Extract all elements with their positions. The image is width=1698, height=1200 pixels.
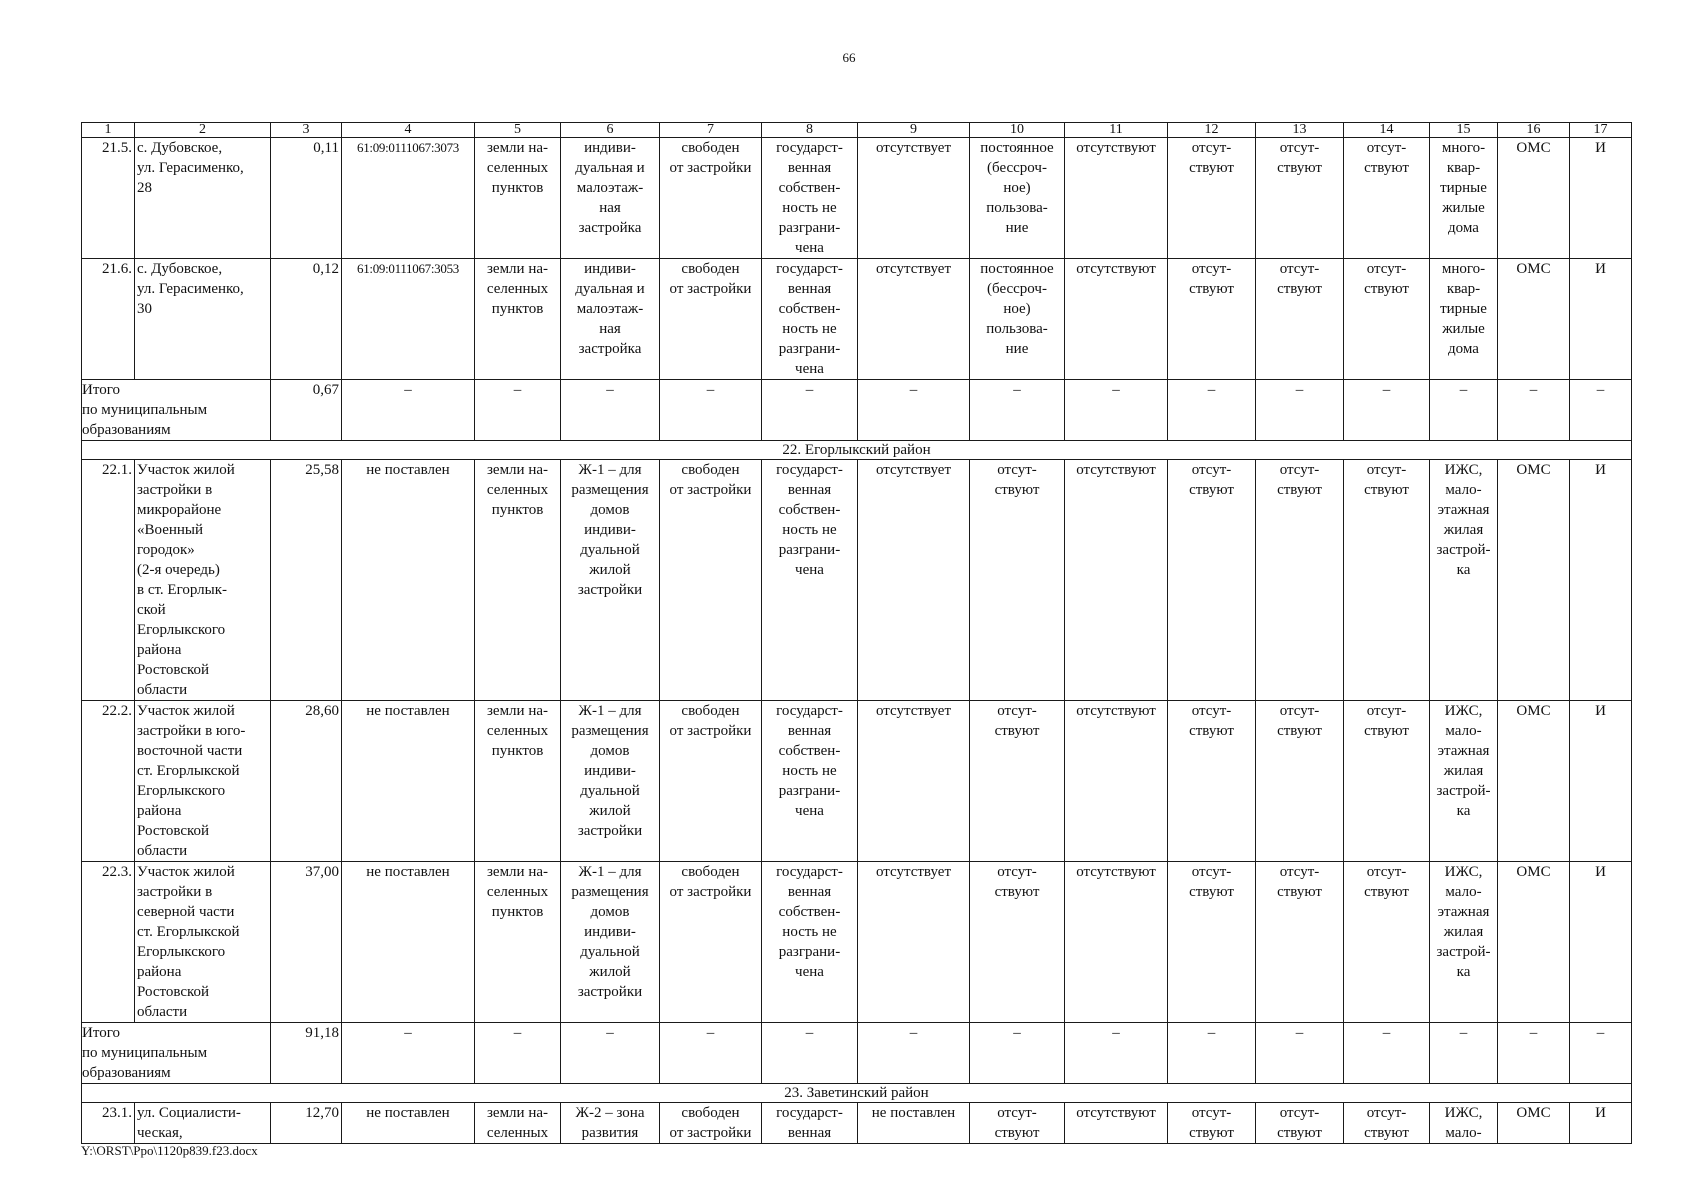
- table-cell: [1168, 701, 1256, 862]
- dash-cell: –: [1570, 380, 1632, 441]
- cell-text: земли на- селенных пунктов: [486, 140, 549, 196]
- table-cell: [1256, 862, 1344, 1023]
- table-cell: [475, 862, 561, 1023]
- table-cell: [1168, 1103, 1256, 1144]
- table-cell: [970, 862, 1065, 1023]
- subtotal-area: 91,18: [271, 1023, 342, 1084]
- cell-text: ОМС: [1516, 703, 1551, 719]
- cell-text: ИЖС, мало- этажная жилая застрой- ка: [1436, 462, 1491, 578]
- table-cell: [1430, 1103, 1498, 1144]
- cell-text: Участок жилой застройки в юго- восточной части ст. Егорлыкской Егорлыкского района Ростовской области: [137, 703, 246, 859]
- cell-text: с. Дубовское, ул. Герасименко, 28: [137, 140, 244, 196]
- cell-text: ИЖС, мало-: [1444, 1105, 1483, 1141]
- cell-text: И: [1595, 140, 1606, 156]
- table-cell: [342, 460, 475, 701]
- dash-cell: –: [342, 1023, 475, 1084]
- table-cell: [1430, 460, 1498, 701]
- column-number-cell: 6: [561, 123, 660, 138]
- table-cell: [561, 138, 660, 259]
- cell-text: отсут- ствуют: [1189, 1105, 1234, 1141]
- cell-text: ОМС: [1516, 462, 1551, 478]
- cell-text: отсут- ствуют: [1189, 462, 1234, 498]
- cell-text: И: [1595, 1105, 1606, 1121]
- dash-cell: –: [561, 1023, 660, 1084]
- table-cell: [1498, 259, 1570, 380]
- table-cell: [342, 862, 475, 1023]
- table-cell: [1256, 138, 1344, 259]
- column-number-cell: 12: [1168, 123, 1256, 138]
- table-cell: [660, 259, 762, 380]
- column-number-cell: 9: [858, 123, 970, 138]
- dash-cell: –: [1430, 380, 1498, 441]
- dash-cell: –: [561, 380, 660, 441]
- cell-text: отсутствует: [875, 140, 952, 156]
- table-cell: [1065, 862, 1168, 1023]
- cell-text: государст- венная собствен- ность не разграни- чена: [776, 864, 843, 980]
- district-title: 22. Егорлыкский район: [82, 441, 1632, 460]
- column-number-cell: 15: [1430, 123, 1498, 138]
- cell-text: отсут- ствуют: [1277, 1105, 1322, 1141]
- cell-text: отсут- ствуют: [994, 462, 1040, 498]
- dash-cell: –: [660, 380, 762, 441]
- cell-text: земли на- селенных пунктов: [486, 703, 549, 759]
- subtotal-label: [82, 1023, 271, 1084]
- land-plot-row: [82, 1103, 1632, 1144]
- cell-text: 22.1.: [102, 462, 132, 478]
- cell-text: ОМС: [1516, 261, 1551, 277]
- cell-text: 37,00: [305, 864, 339, 880]
- column-number-cell: 13: [1256, 123, 1344, 138]
- dash-cell: –: [1065, 380, 1168, 441]
- table-cell: [135, 138, 271, 259]
- table-cell: [475, 138, 561, 259]
- table-cell: [660, 701, 762, 862]
- table-cell: [1430, 138, 1498, 259]
- dash-cell: –: [1498, 380, 1570, 441]
- cell-text: отсут- ствуют: [1277, 261, 1322, 297]
- cell-text: 25,58: [305, 462, 339, 478]
- table-cell: [1344, 701, 1430, 862]
- table-cell: [762, 701, 858, 862]
- table-cell: [271, 862, 342, 1023]
- cell-text: отсутствуют: [1076, 703, 1156, 719]
- column-number-cell: 7: [660, 123, 762, 138]
- cell-text: 12,70: [305, 1105, 339, 1121]
- cell-text: отсут- ствуют: [1364, 261, 1409, 297]
- table-cell: [271, 259, 342, 380]
- table-cell: [970, 138, 1065, 259]
- table-cell: [1344, 138, 1430, 259]
- cell-text: отсут- ствуют: [1189, 864, 1234, 900]
- table-cell: [1498, 460, 1570, 701]
- cell-text: 61:09:0111067:3053: [357, 261, 459, 276]
- cell-text: свободен от застройки: [669, 261, 752, 297]
- table-cell: [1430, 259, 1498, 380]
- column-number-cell: 5: [475, 123, 561, 138]
- cell-text: 22.3.: [102, 864, 132, 880]
- table-cell: [135, 259, 271, 380]
- column-number-header-row: [82, 123, 1632, 138]
- table-cell: [1430, 862, 1498, 1023]
- table-cell: [1570, 862, 1632, 1023]
- land-plot-row: [82, 701, 1632, 862]
- table-cell: [1168, 460, 1256, 701]
- table-cell: [1256, 1103, 1344, 1144]
- table-cell: [82, 862, 135, 1023]
- cell-text: отсутствуют: [1076, 462, 1156, 478]
- cell-text: не поставлен: [366, 1105, 450, 1121]
- cell-text: отсут- ствуют: [1277, 140, 1322, 176]
- dash-cell: –: [342, 380, 475, 441]
- cell-text: И: [1595, 703, 1606, 719]
- cell-text: отсут- ствуют: [994, 864, 1040, 900]
- table-cell: [1065, 460, 1168, 701]
- cell-text: не поставлен: [366, 864, 450, 880]
- cell-text: земли на- селенных пунктов: [486, 261, 549, 317]
- cell-text: отсут- ствуют: [1364, 462, 1409, 498]
- cell-text: индиви- дуальная и малоэтаж- ная застройка: [575, 261, 645, 357]
- table-cell: [82, 1103, 135, 1144]
- column-number-cell: 16: [1498, 123, 1570, 138]
- subtotal-row: [82, 1023, 1632, 1084]
- cell-text: 21.6.: [102, 261, 132, 277]
- cell-text: 0,12: [312, 261, 339, 277]
- dash-cell: –: [475, 1023, 561, 1084]
- cell-text: отсут- ствуют: [1277, 703, 1322, 739]
- table-cell: [858, 259, 970, 380]
- cell-text: Участок жилой застройки в северной части ст. Егорлыкской Егорлыкского района Ростовской области: [137, 864, 240, 1020]
- district-section-header: [82, 1084, 1632, 1103]
- cell-text: 0,11: [313, 140, 339, 156]
- table-cell: [1344, 259, 1430, 380]
- table-cell: [762, 862, 858, 1023]
- subtotal-label-text: Итого по муниципальным образованиям: [82, 1025, 208, 1081]
- table-cell: [82, 701, 135, 862]
- table-cell: [1570, 259, 1632, 380]
- land-plot-row: [82, 862, 1632, 1023]
- cell-text: отсут- ствуют: [1277, 864, 1322, 900]
- column-number-cell: 14: [1344, 123, 1430, 138]
- table-cell: [762, 259, 858, 380]
- cell-text: отсут- ствуют: [1364, 864, 1409, 900]
- table-cell: [1065, 259, 1168, 380]
- table-cell: [762, 460, 858, 701]
- land-plot-row: [82, 460, 1632, 701]
- table-cell: [762, 138, 858, 259]
- dash-cell: –: [475, 380, 561, 441]
- cell-text: отсут- ствуют: [1277, 462, 1322, 498]
- cell-text: много- квар- тирные жилые дома: [1440, 140, 1487, 236]
- cell-text: 23.1.: [102, 1105, 132, 1121]
- cell-text: отсутствует: [875, 864, 952, 880]
- table-cell: [858, 138, 970, 259]
- table-cell: [135, 1103, 271, 1144]
- cell-text: И: [1595, 864, 1606, 880]
- subtotal-row: [82, 380, 1632, 441]
- cell-text: ИЖС, мало- этажная жилая застрой- ка: [1436, 703, 1491, 819]
- cell-text: ул. Социалисти- ческая,: [137, 1105, 241, 1141]
- table-cell: [1430, 701, 1498, 862]
- cell-text: индиви- дуальная и малоэтаж- ная застройка: [575, 140, 645, 236]
- dash-cell: –: [1344, 1023, 1430, 1084]
- table-cell: [342, 138, 475, 259]
- cell-text: государст- венная собствен- ность не разграни- чена: [776, 462, 843, 578]
- column-number-cell: 17: [1570, 123, 1632, 138]
- table-cell: [135, 460, 271, 701]
- cell-text: постоянное (бессроч- ное) пользова- ние: [980, 140, 1054, 236]
- dash-cell: –: [660, 1023, 762, 1084]
- table-cell: [342, 701, 475, 862]
- table-cell: [1168, 862, 1256, 1023]
- table-cell: [970, 460, 1065, 701]
- table-cell: [1498, 138, 1570, 259]
- column-number-cell: 3: [271, 123, 342, 138]
- table-cell: [561, 862, 660, 1023]
- table-cell: [858, 1103, 970, 1144]
- cell-text: Ж-1 – для размещения домов индиви- дуальной жилой застройки: [571, 864, 649, 1000]
- cell-text: свободен от застройки: [669, 864, 752, 900]
- dash-cell: –: [1065, 1023, 1168, 1084]
- cell-text: Участок жилой застройки в микрорайоне «Военный городок» (2-я очередь) в ст. Егорлык- ской Егорлыкского района Ростовской области: [137, 462, 235, 698]
- dash-cell: –: [762, 1023, 858, 1084]
- cell-text: 22.2.: [102, 703, 132, 719]
- table-cell: [1168, 259, 1256, 380]
- cell-text: отсут- ствуют: [1189, 261, 1234, 297]
- table-cell: [135, 701, 271, 862]
- cell-text: не поставлен: [871, 1105, 956, 1121]
- table-cell: [1570, 138, 1632, 259]
- cell-text: 61:09:0111067:3073: [357, 140, 459, 155]
- table-cell: [858, 701, 970, 862]
- cell-text: И: [1595, 261, 1606, 277]
- district-section-header: [82, 441, 1632, 460]
- table-cell: [342, 259, 475, 380]
- dash-cell: –: [762, 380, 858, 441]
- table-cell: [271, 701, 342, 862]
- table-cell: [858, 460, 970, 701]
- table-cell: [1256, 259, 1344, 380]
- table-cell: [858, 862, 970, 1023]
- cell-text: ОМС: [1516, 1105, 1551, 1121]
- cell-text: государст- венная: [776, 1105, 843, 1141]
- land-plot-register-table: [81, 122, 1632, 1144]
- dash-cell: –: [1430, 1023, 1498, 1084]
- dash-cell: –: [1498, 1023, 1570, 1084]
- table-cell: [1256, 701, 1344, 862]
- table-cell: [271, 1103, 342, 1144]
- table-cell: [1344, 460, 1430, 701]
- column-number-cell: 10: [970, 123, 1065, 138]
- table-cell: [561, 1103, 660, 1144]
- page-number: 66: [842, 50, 856, 65]
- dash-cell: –: [1168, 380, 1256, 441]
- table-cell: [271, 460, 342, 701]
- table-cell: [561, 460, 660, 701]
- cell-text: отсутствуют: [1076, 140, 1156, 156]
- cell-text: государст- венная собствен- ность не разграни- чена: [776, 140, 843, 256]
- column-number-cell: 11: [1065, 123, 1168, 138]
- table-cell: [342, 1103, 475, 1144]
- dash-cell: –: [1570, 1023, 1632, 1084]
- cell-text: свободен от застройки: [669, 703, 752, 739]
- cell-text: свободен от застройки: [669, 140, 752, 176]
- cell-text: ОМС: [1516, 140, 1551, 156]
- cell-text: Ж-1 – для размещения домов индиви- дуальной жилой застройки: [571, 703, 649, 839]
- column-number-cell: 2: [135, 123, 271, 138]
- dash-cell: –: [1168, 1023, 1256, 1084]
- table-cell: [1065, 701, 1168, 862]
- table-cell: [1570, 701, 1632, 862]
- table-cell: [475, 460, 561, 701]
- table-cell: [660, 1103, 762, 1144]
- table-cell: [561, 259, 660, 380]
- column-number-cell: 1: [82, 123, 135, 138]
- cell-text: отсут- ствуют: [1189, 703, 1234, 739]
- subtotal-area: 0,67: [271, 380, 342, 441]
- cell-text: постоянное (бессроч- ное) пользова- ние: [980, 261, 1054, 357]
- cell-text: с. Дубовское, ул. Герасименко, 30: [137, 261, 244, 317]
- cell-text: свободен от застройки: [669, 1105, 752, 1141]
- table-cell: [1570, 460, 1632, 701]
- table-cell: [82, 138, 135, 259]
- table-cell: [135, 862, 271, 1023]
- table-cell: [1344, 862, 1430, 1023]
- table-cell: [82, 460, 135, 701]
- dash-cell: –: [970, 380, 1065, 441]
- cell-text: отсутствует: [875, 462, 952, 478]
- dash-cell: –: [1256, 1023, 1344, 1084]
- table-cell: [660, 138, 762, 259]
- table-cell: [1256, 460, 1344, 701]
- table-cell: [475, 259, 561, 380]
- cell-text: отсут- ствуют: [994, 1105, 1040, 1141]
- table-cell: [1498, 1103, 1570, 1144]
- dash-cell: –: [1344, 380, 1430, 441]
- table-cell: [1168, 138, 1256, 259]
- table-cell: [762, 1103, 858, 1144]
- table-cell: [475, 701, 561, 862]
- table-cell: [1570, 1103, 1632, 1144]
- cell-text: ОМС: [1516, 864, 1551, 880]
- table-cell: [1344, 1103, 1430, 1144]
- cell-text: отсутствует: [875, 703, 952, 719]
- table-cell: [970, 1103, 1065, 1144]
- cell-text: Ж-1 – для размещения домов индиви- дуальной жилой застройки: [571, 462, 649, 598]
- subtotal-label: [82, 380, 271, 441]
- table-cell: [970, 259, 1065, 380]
- cell-text: 21.5.: [102, 140, 132, 156]
- cell-text: отсутствуют: [1076, 864, 1156, 880]
- cell-text: не поставлен: [366, 703, 450, 719]
- dash-cell: –: [970, 1023, 1065, 1084]
- cell-text: отсутствуют: [1076, 261, 1156, 277]
- cell-text: не поставлен: [366, 462, 450, 478]
- table-cell: [561, 701, 660, 862]
- cell-text: земли на- селенных пунктов: [486, 462, 549, 518]
- land-plot-row: [82, 259, 1632, 380]
- subtotal-label-text: Итого по муниципальным образованиям: [82, 382, 208, 438]
- cell-text: отсутствуют: [1076, 1105, 1156, 1121]
- cell-text: отсут- ствуют: [1364, 703, 1409, 739]
- land-plot-row: [82, 138, 1632, 259]
- cell-text: земли на- селенных пунктов: [486, 864, 549, 920]
- dash-cell: –: [858, 1023, 970, 1084]
- cell-text: Ж-2 – зона развития: [575, 1105, 645, 1141]
- table-cell: [970, 701, 1065, 862]
- cell-text: отсут- ствуют: [1364, 140, 1409, 176]
- cell-text: свободен от застройки: [669, 462, 752, 498]
- document-file-path: Y:\ORST\Ppo\1120p839.f23.docx: [81, 1143, 258, 1158]
- column-number-cell: 8: [762, 123, 858, 138]
- cell-text: государст- венная собствен- ность не разграни- чена: [776, 261, 843, 377]
- cell-text: отсут- ствуют: [1364, 1105, 1409, 1141]
- table-cell: [82, 259, 135, 380]
- table-cell: [1498, 701, 1570, 862]
- cell-text: И: [1595, 462, 1606, 478]
- cell-text: отсутствует: [875, 261, 952, 277]
- cell-text: государст- венная собствен- ность не разграни- чена: [776, 703, 843, 819]
- table-cell: [1498, 862, 1570, 1023]
- table-cell: [271, 138, 342, 259]
- table-cell: [1065, 1103, 1168, 1144]
- column-number-cell: 4: [342, 123, 475, 138]
- table-cell: [1065, 138, 1168, 259]
- dash-cell: –: [858, 380, 970, 441]
- cell-text: 28,60: [305, 703, 339, 719]
- cell-text: земли на- селенных: [486, 1105, 549, 1141]
- table-cell: [660, 862, 762, 1023]
- table-cell: [660, 460, 762, 701]
- cell-text: отсут- ствуют: [1189, 140, 1234, 176]
- table-cell: [475, 1103, 561, 1144]
- cell-text: отсут- ствуют: [994, 703, 1040, 739]
- district-title: 23. Заветинский район: [82, 1084, 1632, 1103]
- dash-cell: –: [1256, 380, 1344, 441]
- cell-text: много- квар- тирные жилые дома: [1440, 261, 1487, 357]
- cell-text: ИЖС, мало- этажная жилая застрой- ка: [1436, 864, 1491, 980]
